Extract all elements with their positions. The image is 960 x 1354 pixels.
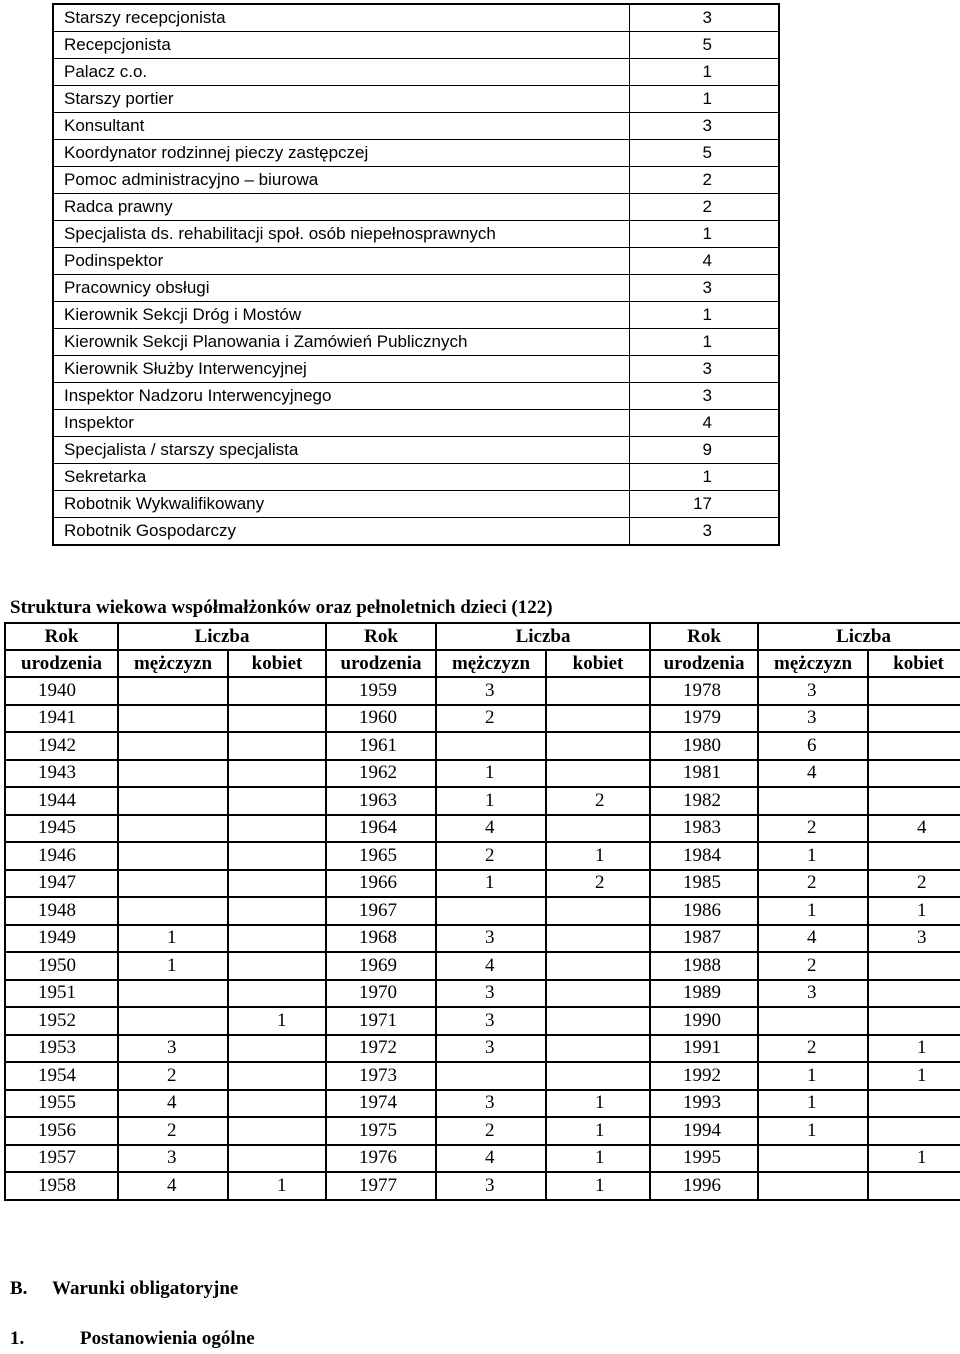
birth-year-cell: 1960 bbox=[326, 705, 436, 733]
men-count-cell: 2 bbox=[118, 1117, 228, 1145]
women-count-cell bbox=[868, 760, 960, 788]
birth-year-cell: 1975 bbox=[326, 1117, 436, 1145]
women-count-cell bbox=[228, 732, 326, 760]
men-count-cell bbox=[118, 815, 228, 843]
birth-year-cell: 1954 bbox=[5, 1062, 118, 1090]
men-count-cell bbox=[118, 732, 228, 760]
table-row bbox=[5, 1062, 960, 1090]
position-count: 2 bbox=[630, 167, 780, 194]
section-heading bbox=[10, 1328, 255, 1350]
position-count: 2 bbox=[630, 194, 780, 221]
women-count-cell: 3 bbox=[868, 925, 960, 953]
kobiet-header: kobiet bbox=[546, 650, 650, 677]
men-count-cell: 2 bbox=[436, 842, 546, 870]
birth-year-cell: 1983 bbox=[650, 815, 758, 843]
women-count-cell bbox=[228, 1062, 326, 1090]
position-count: 1 bbox=[630, 59, 780, 86]
men-count-cell: 3 bbox=[436, 1172, 546, 1200]
table-row bbox=[53, 329, 779, 356]
women-count-cell bbox=[228, 1035, 326, 1063]
women-count-cell: 1 bbox=[868, 897, 960, 925]
men-count-cell bbox=[118, 1007, 228, 1035]
birth-year-cell: 1944 bbox=[5, 787, 118, 815]
men-count-cell bbox=[118, 842, 228, 870]
men-count-cell: 2 bbox=[436, 705, 546, 733]
men-count-cell: 2 bbox=[118, 1062, 228, 1090]
table-row bbox=[5, 1172, 960, 1200]
birth-year-cell: 1945 bbox=[5, 815, 118, 843]
position-title: Robotnik Gospodarczy bbox=[53, 518, 630, 546]
birth-year-cell: 1958 bbox=[5, 1172, 118, 1200]
position-title: Inspektor Nadzoru Interwencyjnego bbox=[53, 383, 630, 410]
kobiet-header: kobiet bbox=[868, 650, 960, 677]
women-count-cell bbox=[868, 705, 960, 733]
women-count-cell bbox=[546, 925, 650, 953]
birth-year-cell: 1976 bbox=[326, 1145, 436, 1173]
birth-year-cell: 1949 bbox=[5, 925, 118, 953]
position-count: 1 bbox=[630, 329, 780, 356]
position-title: Kierownik Służby Interwencyjnej bbox=[53, 356, 630, 383]
birth-year-cell: 1990 bbox=[650, 1007, 758, 1035]
mezczyzn-header: mężczyzn bbox=[436, 650, 546, 677]
women-count-cell: 1 bbox=[228, 1007, 326, 1035]
position-title: Specjalista / starszy specjalista bbox=[53, 437, 630, 464]
table-row bbox=[53, 302, 779, 329]
table-row bbox=[5, 705, 960, 733]
birth-year-cell: 1956 bbox=[5, 1117, 118, 1145]
table-row bbox=[5, 870, 960, 898]
women-count-cell bbox=[228, 980, 326, 1008]
men-count-cell: 3 bbox=[758, 705, 868, 733]
men-count-cell: 3 bbox=[758, 980, 868, 1008]
table-row bbox=[53, 518, 779, 546]
men-count-cell bbox=[758, 1145, 868, 1173]
women-count-cell bbox=[546, 1035, 650, 1063]
birth-year-cell: 1970 bbox=[326, 980, 436, 1008]
women-count-cell: 1 bbox=[546, 842, 650, 870]
women-count-cell bbox=[546, 1062, 650, 1090]
birth-year-cell: 1980 bbox=[650, 732, 758, 760]
birth-year-cell: 1993 bbox=[650, 1090, 758, 1118]
table-row bbox=[53, 4, 779, 32]
men-count-cell: 4 bbox=[436, 952, 546, 980]
birth-year-cell: 1969 bbox=[326, 952, 436, 980]
women-count-cell bbox=[868, 842, 960, 870]
men-count-cell: 3 bbox=[436, 1035, 546, 1063]
position-title: Kierownik Sekcji Planowania i Zamówień Publicznych bbox=[53, 329, 630, 356]
table-row bbox=[5, 677, 960, 705]
birth-year-cell: 1941 bbox=[5, 705, 118, 733]
women-count-cell bbox=[546, 952, 650, 980]
position-count: 3 bbox=[630, 4, 780, 32]
table-row bbox=[5, 760, 960, 788]
liczba-header: Liczba bbox=[118, 623, 326, 650]
kobiet-header: kobiet bbox=[228, 650, 326, 677]
table-row bbox=[5, 787, 960, 815]
table-row bbox=[5, 1145, 960, 1173]
men-count-cell: 3 bbox=[436, 925, 546, 953]
position-count: 3 bbox=[630, 518, 780, 546]
table-row bbox=[53, 275, 779, 302]
women-count-cell bbox=[228, 705, 326, 733]
birth-year-cell: 1988 bbox=[650, 952, 758, 980]
women-count-cell: 4 bbox=[868, 815, 960, 843]
men-count-cell bbox=[758, 1007, 868, 1035]
position-title: Sekretarka bbox=[53, 464, 630, 491]
women-count-cell bbox=[868, 787, 960, 815]
women-count-cell bbox=[228, 677, 326, 705]
table-row bbox=[5, 815, 960, 843]
table-row bbox=[5, 1117, 960, 1145]
position-count: 3 bbox=[630, 356, 780, 383]
position-count: 4 bbox=[630, 410, 780, 437]
men-count-cell: 6 bbox=[758, 732, 868, 760]
birth-year-cell: 1946 bbox=[5, 842, 118, 870]
rok-header: Rok bbox=[5, 623, 118, 650]
table-row bbox=[53, 248, 779, 275]
table-row bbox=[53, 140, 779, 167]
men-count-cell bbox=[118, 980, 228, 1008]
table-row bbox=[53, 59, 779, 86]
men-count-cell: 4 bbox=[436, 1145, 546, 1173]
men-count-cell: 2 bbox=[758, 1035, 868, 1063]
women-count-cell bbox=[546, 815, 650, 843]
men-count-cell: 3 bbox=[118, 1035, 228, 1063]
rok-header: Rok bbox=[326, 623, 436, 650]
birth-year-cell: 1991 bbox=[650, 1035, 758, 1063]
table-row bbox=[5, 732, 960, 760]
birth-year-cell: 1973 bbox=[326, 1062, 436, 1090]
women-count-cell bbox=[228, 1090, 326, 1118]
men-count-cell: 4 bbox=[758, 925, 868, 953]
birth-year-cell: 1981 bbox=[650, 760, 758, 788]
birth-year-cell: 1961 bbox=[326, 732, 436, 760]
table-row bbox=[5, 1035, 960, 1063]
section-number: B. bbox=[10, 1278, 28, 1299]
position-count: 1 bbox=[630, 221, 780, 248]
birth-year-cell: 1974 bbox=[326, 1090, 436, 1118]
women-count-cell bbox=[868, 1172, 960, 1200]
women-count-cell bbox=[228, 760, 326, 788]
table-row bbox=[53, 437, 779, 464]
men-count-cell bbox=[118, 870, 228, 898]
men-count-cell: 3 bbox=[436, 677, 546, 705]
women-count-cell bbox=[228, 1145, 326, 1173]
birth-year-cell: 1972 bbox=[326, 1035, 436, 1063]
women-count-cell bbox=[868, 1007, 960, 1035]
table-row bbox=[5, 952, 960, 980]
position-title: Podinspektor bbox=[53, 248, 630, 275]
section-title: Postanowienia ogólne bbox=[80, 1328, 255, 1349]
men-count-cell: 1 bbox=[758, 1117, 868, 1145]
birth-year-cell: 1951 bbox=[5, 980, 118, 1008]
position-count: 5 bbox=[630, 32, 780, 59]
men-count-cell: 1 bbox=[758, 1062, 868, 1090]
birth-year-cell: 1955 bbox=[5, 1090, 118, 1118]
men-count-cell: 1 bbox=[118, 925, 228, 953]
position-title: Konsultant bbox=[53, 113, 630, 140]
men-count-cell: 1 bbox=[436, 760, 546, 788]
rok-header: Rok bbox=[650, 623, 758, 650]
birth-year-cell: 1989 bbox=[650, 980, 758, 1008]
birth-year-cell: 1950 bbox=[5, 952, 118, 980]
men-count-cell: 1 bbox=[758, 842, 868, 870]
table-row bbox=[5, 1007, 960, 1035]
age-structure-title: Struktura wiekowa współmałżonków oraz pełnoletnich dzieci (122) bbox=[10, 597, 553, 618]
birth-year-cell: 1947 bbox=[5, 870, 118, 898]
position-title: Robotnik Wykwalifikowany bbox=[53, 491, 630, 518]
age-structure-table bbox=[4, 622, 960, 1201]
women-count-cell bbox=[546, 897, 650, 925]
men-count-cell: 3 bbox=[118, 1145, 228, 1173]
men-count-cell bbox=[118, 677, 228, 705]
position-count: 4 bbox=[630, 248, 780, 275]
women-count-cell: 2 bbox=[868, 870, 960, 898]
position-count: 3 bbox=[630, 275, 780, 302]
men-count-cell: 3 bbox=[436, 1090, 546, 1118]
women-count-cell bbox=[546, 1007, 650, 1035]
positions-table bbox=[52, 3, 780, 546]
women-count-cell: 1 bbox=[546, 1145, 650, 1173]
women-count-cell bbox=[228, 787, 326, 815]
table-row bbox=[53, 86, 779, 113]
birth-year-cell: 1948 bbox=[5, 897, 118, 925]
table-row bbox=[53, 464, 779, 491]
men-count-cell bbox=[118, 787, 228, 815]
mezczyzn-header: mężczyzn bbox=[758, 650, 868, 677]
position-count: 3 bbox=[630, 113, 780, 140]
position-title: Pracownicy obsługi bbox=[53, 275, 630, 302]
women-count-cell: 1 bbox=[546, 1117, 650, 1145]
women-count-cell: 2 bbox=[546, 787, 650, 815]
section-title: Warunki obligatoryjne bbox=[52, 1278, 239, 1299]
men-count-cell: 2 bbox=[436, 1117, 546, 1145]
women-count-cell bbox=[228, 815, 326, 843]
birth-year-cell: 1959 bbox=[326, 677, 436, 705]
table-row bbox=[53, 167, 779, 194]
men-count-cell: 3 bbox=[758, 677, 868, 705]
women-count-cell: 1 bbox=[546, 1090, 650, 1118]
women-count-cell: 1 bbox=[868, 1062, 960, 1090]
birth-year-cell: 1977 bbox=[326, 1172, 436, 1200]
women-count-cell bbox=[228, 897, 326, 925]
birth-year-cell: 1995 bbox=[650, 1145, 758, 1173]
section-heading bbox=[10, 1278, 238, 1300]
birth-year-cell: 1964 bbox=[326, 815, 436, 843]
position-title: Starszy recepcjonista bbox=[53, 4, 630, 32]
section-number: 1. bbox=[10, 1328, 25, 1349]
position-count: 1 bbox=[630, 302, 780, 329]
table-row bbox=[53, 491, 779, 518]
position-count: 1 bbox=[630, 464, 780, 491]
women-count-cell bbox=[868, 677, 960, 705]
birth-year-cell: 1968 bbox=[326, 925, 436, 953]
table-row bbox=[5, 897, 960, 925]
men-count-cell: 2 bbox=[758, 952, 868, 980]
urodzenia-header: urodzenia bbox=[650, 650, 758, 677]
birth-year-cell: 1978 bbox=[650, 677, 758, 705]
women-count-cell bbox=[228, 842, 326, 870]
men-count-cell bbox=[758, 787, 868, 815]
table-row bbox=[53, 410, 779, 437]
men-count-cell: 2 bbox=[758, 815, 868, 843]
position-title: Koordynator rodzinnej pieczy zastępczej bbox=[53, 140, 630, 167]
women-count-cell bbox=[546, 705, 650, 733]
birth-year-cell: 1963 bbox=[326, 787, 436, 815]
position-count: 17 bbox=[630, 491, 780, 518]
liczba-header: Liczba bbox=[758, 623, 960, 650]
birth-year-cell: 1966 bbox=[326, 870, 436, 898]
urodzenia-header: urodzenia bbox=[326, 650, 436, 677]
men-count-cell bbox=[436, 1062, 546, 1090]
table-row bbox=[53, 32, 779, 59]
liczba-header: Liczba bbox=[436, 623, 650, 650]
men-count-cell: 1 bbox=[758, 1090, 868, 1118]
women-count-cell bbox=[868, 1117, 960, 1145]
birth-year-cell: 1996 bbox=[650, 1172, 758, 1200]
birth-year-cell: 1967 bbox=[326, 897, 436, 925]
birth-year-cell: 1979 bbox=[650, 705, 758, 733]
birth-year-cell: 1953 bbox=[5, 1035, 118, 1063]
men-count-cell: 1 bbox=[436, 787, 546, 815]
table-row bbox=[53, 356, 779, 383]
men-count-cell bbox=[118, 705, 228, 733]
men-count-cell: 1 bbox=[118, 952, 228, 980]
men-count-cell bbox=[436, 732, 546, 760]
women-count-cell bbox=[228, 870, 326, 898]
women-count-cell bbox=[228, 1117, 326, 1145]
men-count-cell: 2 bbox=[758, 870, 868, 898]
men-count-cell bbox=[118, 897, 228, 925]
men-count-cell: 4 bbox=[758, 760, 868, 788]
women-count-cell bbox=[546, 677, 650, 705]
women-count-cell: 1 bbox=[868, 1035, 960, 1063]
position-title: Kierownik Sekcji Dróg i Mostów bbox=[53, 302, 630, 329]
birth-year-cell: 1942 bbox=[5, 732, 118, 760]
birth-year-cell: 1957 bbox=[5, 1145, 118, 1173]
women-count-cell: 1 bbox=[228, 1172, 326, 1200]
table-row bbox=[53, 221, 779, 248]
women-count-cell bbox=[868, 732, 960, 760]
women-count-cell: 1 bbox=[546, 1172, 650, 1200]
women-count-cell bbox=[228, 925, 326, 953]
men-count-cell bbox=[436, 897, 546, 925]
table-row bbox=[5, 980, 960, 1008]
position-count: 1 bbox=[630, 86, 780, 113]
men-count-cell: 3 bbox=[436, 1007, 546, 1035]
table-row bbox=[53, 194, 779, 221]
birth-year-cell: 1985 bbox=[650, 870, 758, 898]
men-count-cell: 4 bbox=[118, 1172, 228, 1200]
table-row bbox=[5, 925, 960, 953]
women-count-cell: 1 bbox=[868, 1145, 960, 1173]
position-title: Recepcjonista bbox=[53, 32, 630, 59]
position-title: Pomoc administracyjno – biurowa bbox=[53, 167, 630, 194]
women-count-cell: 2 bbox=[546, 870, 650, 898]
men-count-cell: 4 bbox=[436, 815, 546, 843]
table-row bbox=[5, 842, 960, 870]
birth-year-cell: 1965 bbox=[326, 842, 436, 870]
table-row bbox=[53, 383, 779, 410]
birth-year-cell: 1986 bbox=[650, 897, 758, 925]
birth-year-cell: 1962 bbox=[326, 760, 436, 788]
mezczyzn-header: mężczyzn bbox=[118, 650, 228, 677]
men-count-cell bbox=[118, 760, 228, 788]
position-title: Palacz c.o. bbox=[53, 59, 630, 86]
position-title: Specjalista ds. rehabilitacji społ. osób niepełnosprawnych bbox=[53, 221, 630, 248]
birth-year-cell: 1943 bbox=[5, 760, 118, 788]
men-count-cell: 1 bbox=[758, 897, 868, 925]
men-count-cell: 4 bbox=[118, 1090, 228, 1118]
women-count-cell bbox=[546, 732, 650, 760]
position-count: 9 bbox=[630, 437, 780, 464]
birth-year-cell: 1982 bbox=[650, 787, 758, 815]
men-count-cell: 1 bbox=[436, 870, 546, 898]
women-count-cell bbox=[868, 980, 960, 1008]
birth-year-cell: 1992 bbox=[650, 1062, 758, 1090]
birth-year-cell: 1952 bbox=[5, 1007, 118, 1035]
men-count-cell bbox=[758, 1172, 868, 1200]
position-title: Radca prawny bbox=[53, 194, 630, 221]
men-count-cell: 3 bbox=[436, 980, 546, 1008]
birth-year-cell: 1971 bbox=[326, 1007, 436, 1035]
urodzenia-header: urodzenia bbox=[5, 650, 118, 677]
women-count-cell bbox=[228, 952, 326, 980]
position-count: 5 bbox=[630, 140, 780, 167]
position-count: 3 bbox=[630, 383, 780, 410]
position-title: Inspektor bbox=[53, 410, 630, 437]
women-count-cell bbox=[868, 952, 960, 980]
birth-year-cell: 1994 bbox=[650, 1117, 758, 1145]
women-count-cell bbox=[868, 1090, 960, 1118]
position-title: Starszy portier bbox=[53, 86, 630, 113]
table-row bbox=[5, 1090, 960, 1118]
table-row bbox=[53, 113, 779, 140]
women-count-cell bbox=[546, 980, 650, 1008]
birth-year-cell: 1940 bbox=[5, 677, 118, 705]
women-count-cell bbox=[546, 760, 650, 788]
birth-year-cell: 1984 bbox=[650, 842, 758, 870]
birth-year-cell: 1987 bbox=[650, 925, 758, 953]
